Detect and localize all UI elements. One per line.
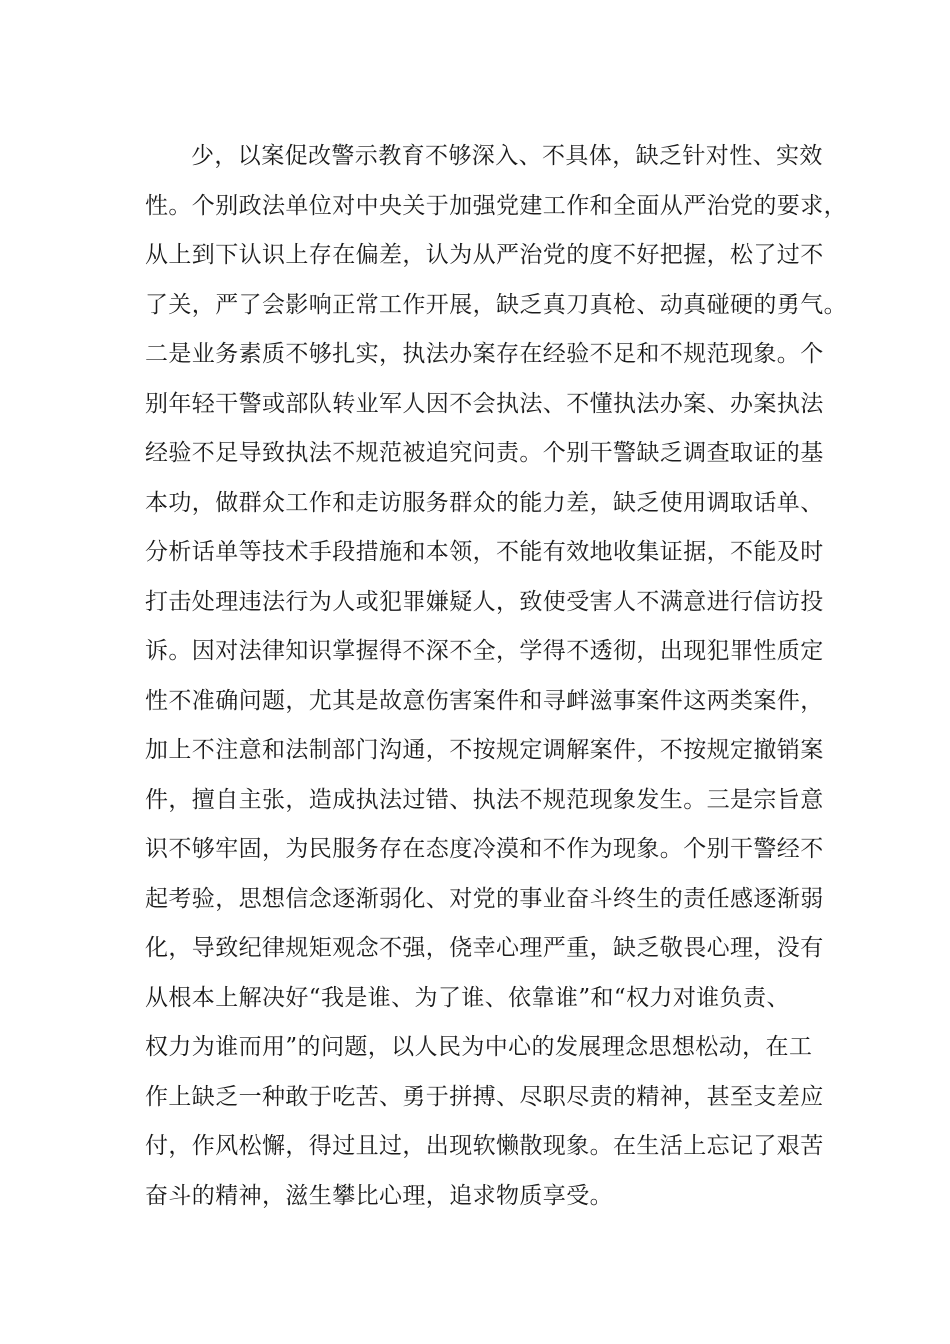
text-line: 本功，做群众工作和走访服务群众的能力差，缺乏使用调取话单、 [145, 489, 824, 516]
text-line: 了关，严了会影响正常工作开展，缺乏真刀真枪、动真碰硬的勇气。 [145, 291, 847, 318]
text-line: 权力为谁而用”的问题，以人民为中心的发展理念思想松动，在工 [145, 1034, 813, 1060]
text-line: 从上到下认识上存在偏差，认为从严治党的度不好把握，松了过不 [145, 242, 824, 268]
text-line: 作上缺乏一种敢于吃苦、勇于拼搏、尽职尽责的精神，甚至支差应 [145, 1083, 824, 1110]
text-line: 诉。因对法律知识掌握得不深不全，学得不透彻，出现犯罪性质定 [145, 638, 824, 664]
text-line: 起考验，思想信念逐渐弱化、对党的事业奋斗终生的责任感逐渐弱 [145, 885, 824, 912]
text-line: 化，导致纪律规矩观念不强，侥幸心理严重，缺乏敬畏心理，没有 [145, 935, 824, 961]
text-line: 性不准确问题，尤其是故意伤害案件和寻衅滋事案件这两类案件， [145, 687, 824, 714]
body-text [145, 132, 845, 1221]
text-line: 打击处理违法行为人或犯罪嫌疑人，致使受害人不满意进行信访投 [145, 588, 824, 615]
text-line: 别年轻干警或部队转业军人因不会执法、不懂执法办案、办案执法 [145, 390, 824, 417]
text-line: 分析话单等技术手段措施和本领，不能有效地收集证据，不能及时 [145, 539, 824, 565]
text-line: 件，擅自主张，造成执法过错、执法不规范现象发生。三是宗旨意 [145, 786, 824, 813]
text-line: 付，作风松懈，得过且过，出现软懒散现象。在生活上忘记了艰苦 [145, 1133, 824, 1159]
text-line: 加上不注意和法制部门沟通，不按规定调解案件，不按规定撤销案 [145, 737, 824, 763]
text-line: 二是业务素质不够扎实，执法办案存在经验不足和不规范现象。个 [145, 341, 824, 367]
text-line: 奋斗的精神，滋生攀比心理，追求物质享受。 [145, 1182, 613, 1209]
text-line: 识不够牢固，为民服务存在态度冷漠和不作为现象。个别干警经不 [145, 836, 824, 862]
text-line: 从根本上解决好“我是谁、为了谁、依靠谁”和“权力对谁负责、 [145, 984, 790, 1011]
text-line: 性。个别政法单位对中央关于加强党建工作和全面从严治党的要求， [145, 192, 847, 219]
text-line: 少，以案促改警示教育不够深入、不具体，缺乏针对性、实效 [191, 143, 823, 169]
text-line: 经验不足导致执法不规范被追究问责。个别干警缺乏调查取证的基 [145, 440, 824, 466]
